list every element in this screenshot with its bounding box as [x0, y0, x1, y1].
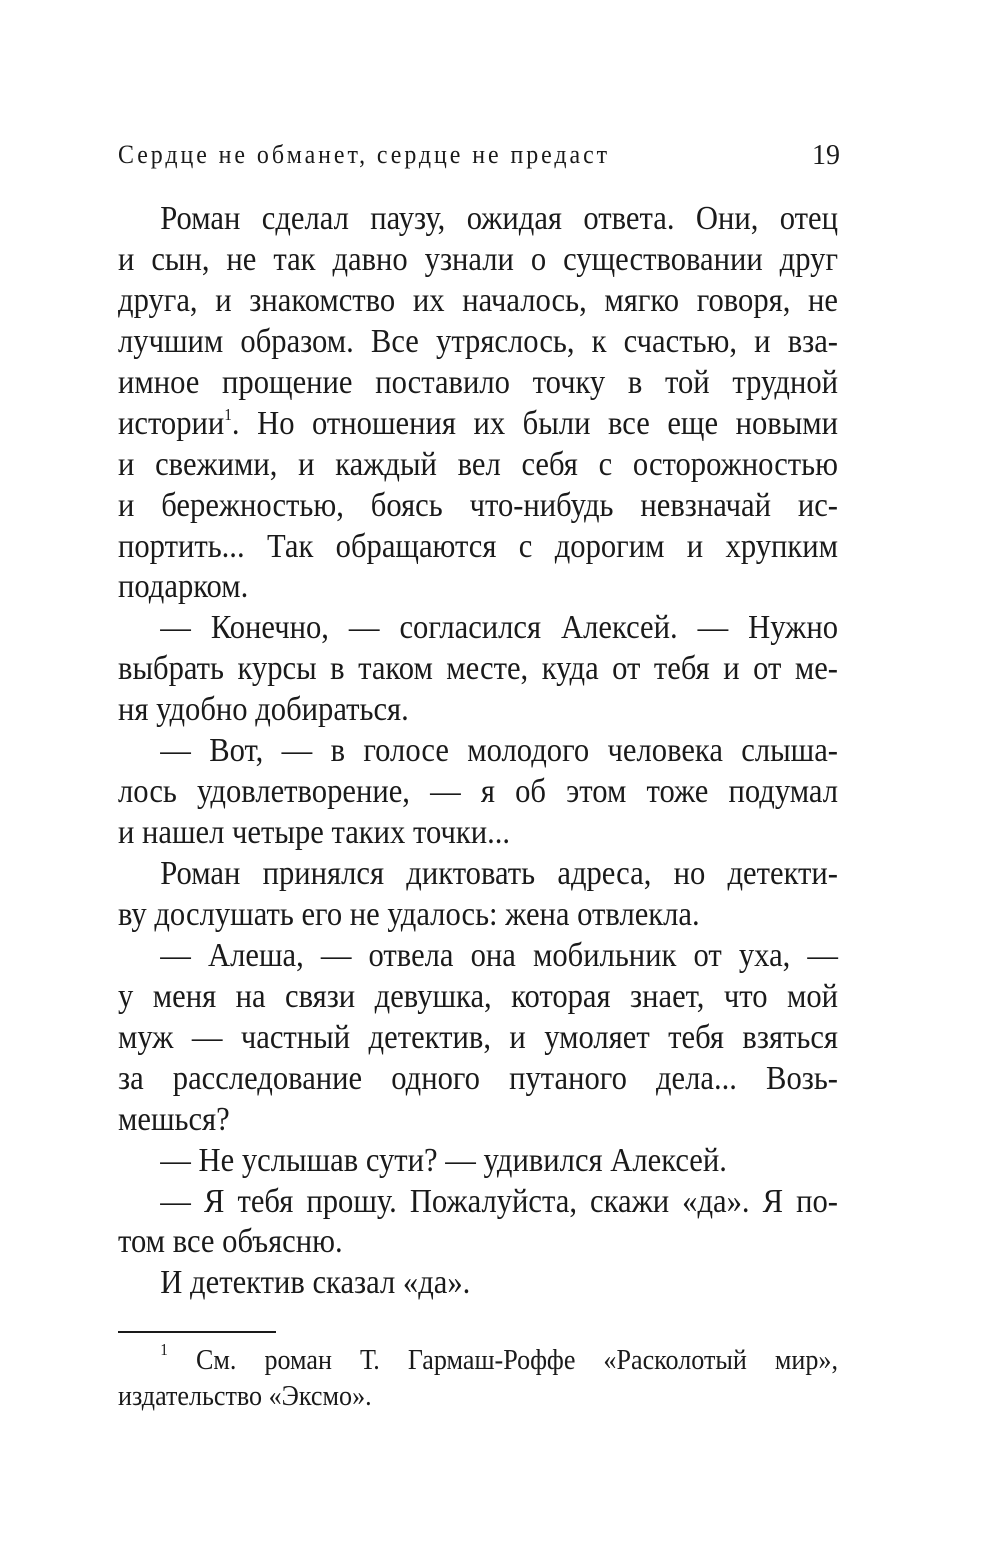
text-line: — Конечно, — согласился Алексей. — Нужно	[160, 609, 839, 647]
text-line: мешься?	[118, 1100, 230, 1138]
text-line: — Я тебя прошу. Пожалуйста, скажи «да». Я по-	[160, 1182, 839, 1220]
text-line: и бережностью, боясь что-нибудь невзначай ис-	[118, 486, 838, 524]
text-line: лось удовлетворение, — я об этом тоже подумал	[118, 773, 838, 811]
text-line: ня удобно добираться.	[118, 691, 409, 729]
text-line: у меня на связи девушка, которая знает, что мой	[118, 977, 838, 1015]
footnote-marker: 1	[160, 1340, 168, 1359]
footnote-line	[118, 1342, 838, 1378]
text-line: подарком.	[118, 568, 249, 606]
text-line: ву дослушать его не удалось: жена отвлекла.	[118, 895, 700, 933]
footnote-rule	[118, 1331, 276, 1333]
text-line: имное прощение поставило точку в той трудной	[118, 363, 838, 401]
text-line: друга, и знакомство их началось, мягко говоря, не	[118, 281, 838, 319]
text-line: и нашел четыре таких точки...	[118, 814, 511, 852]
text-line: — Вот, — в голосе молодого человека слыша-	[160, 732, 839, 770]
footnote-ref: 1	[224, 404, 232, 424]
text-line: лучшим образом. Все утряслось, к счастью, и вза-	[118, 322, 838, 360]
text-line: портить... Так обращаются с дорогим и хрупким	[118, 527, 838, 565]
text-line: и сын, не так давно узнали о существовании друг	[118, 240, 838, 278]
footnote-text: См. роман Т. Гармаш-Роффе «Расколотый мир»,	[195, 1344, 839, 1376]
text-line: Роман принялся диктовать адреса, но детекти-	[160, 855, 839, 892]
footnote	[118, 1342, 838, 1414]
text-line: — Не услышав сути? — удивился Алексей.	[160, 1141, 727, 1179]
text-line: И детектив сказал «да».	[160, 1264, 471, 1302]
text-line: Роман сделал паузу, ожидая ответа. Они, отец	[160, 200, 839, 237]
text-segment: . Но отношения их были все еще новыми	[231, 404, 838, 442]
body-text	[118, 199, 838, 1304]
page-number: 19	[812, 140, 840, 171]
running-title: Сердце не обманет, сердце не предаст	[118, 140, 611, 169]
text-segment: истории	[118, 404, 225, 442]
text-line: — Алеша, — отвела она мобильник от уха, —	[160, 936, 839, 974]
text-line: и свежими, и каждый вел себя с осторожностью	[118, 445, 838, 483]
text-line: за расследование одного путаного дела... Возь-	[118, 1059, 838, 1097]
text-line: выбрать курсы в таком месте, куда от тебя и от ме-	[118, 650, 838, 688]
text-line: муж — частный детектив, и умоляет тебя взяться	[118, 1018, 838, 1056]
text-line: том все объясню.	[118, 1223, 343, 1261]
running-header	[118, 140, 840, 180]
footnote-line: издательство «Эксмо».	[118, 1380, 372, 1412]
text-line	[118, 404, 838, 445]
